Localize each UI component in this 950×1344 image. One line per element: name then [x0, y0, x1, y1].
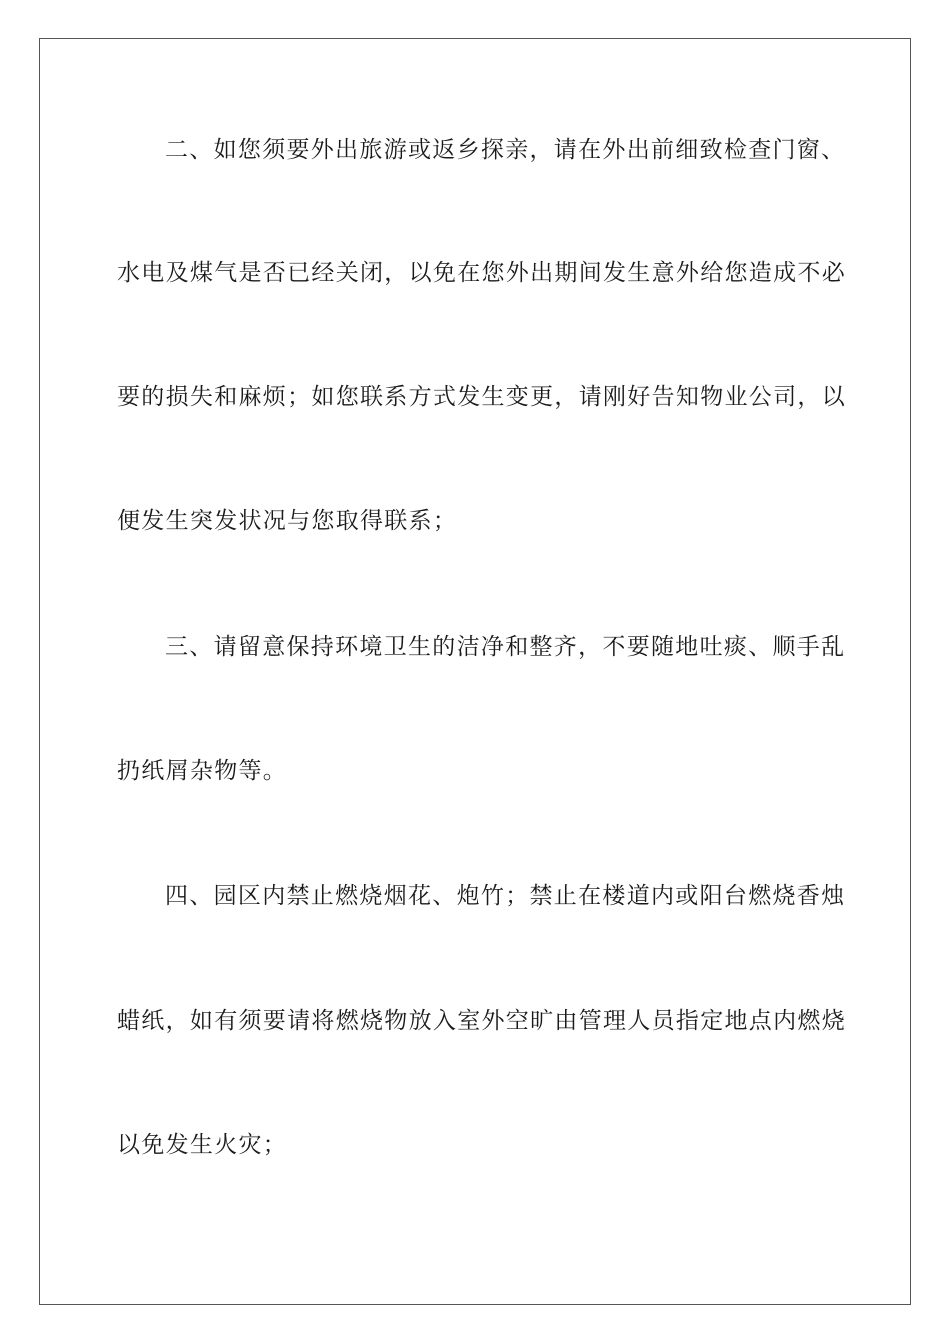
paragraph-2-line-1: 二、如您须要外出旅游或返乡探亲，请在外出前细致检查门窗、: [165, 137, 846, 163]
paragraph-2-line-2: 水电及煤气是否已经关闭，以免在您外出期间发生意外给您造成不必: [117, 260, 846, 286]
paragraph-4-line-3: 以免发生火灾；: [117, 1132, 288, 1158]
page-border: [39, 38, 911, 1305]
paragraph-2-line-3: 要的损失和麻烦；如您联系方式发生变更，请刚好告知物业公司，以: [117, 384, 846, 410]
paragraph-3-line-2: 扔纸屑杂物等。: [117, 758, 288, 784]
paragraph-3-line-1: 三、请留意保持环境卫生的洁净和整齐，不要随地吐痰、顺手乱: [165, 634, 846, 660]
paragraph-4-line-2: 蜡纸，如有须要请将燃烧物放入室外空旷由管理人员指定地点内燃烧: [117, 1008, 846, 1034]
paragraph-2-line-4: 便发生突发状况与您取得联系；: [117, 508, 458, 534]
paragraph-4-line-1: 四、园区内禁止燃烧烟花、炮竹；禁止在楼道内或阳台燃烧香烛: [165, 883, 846, 909]
